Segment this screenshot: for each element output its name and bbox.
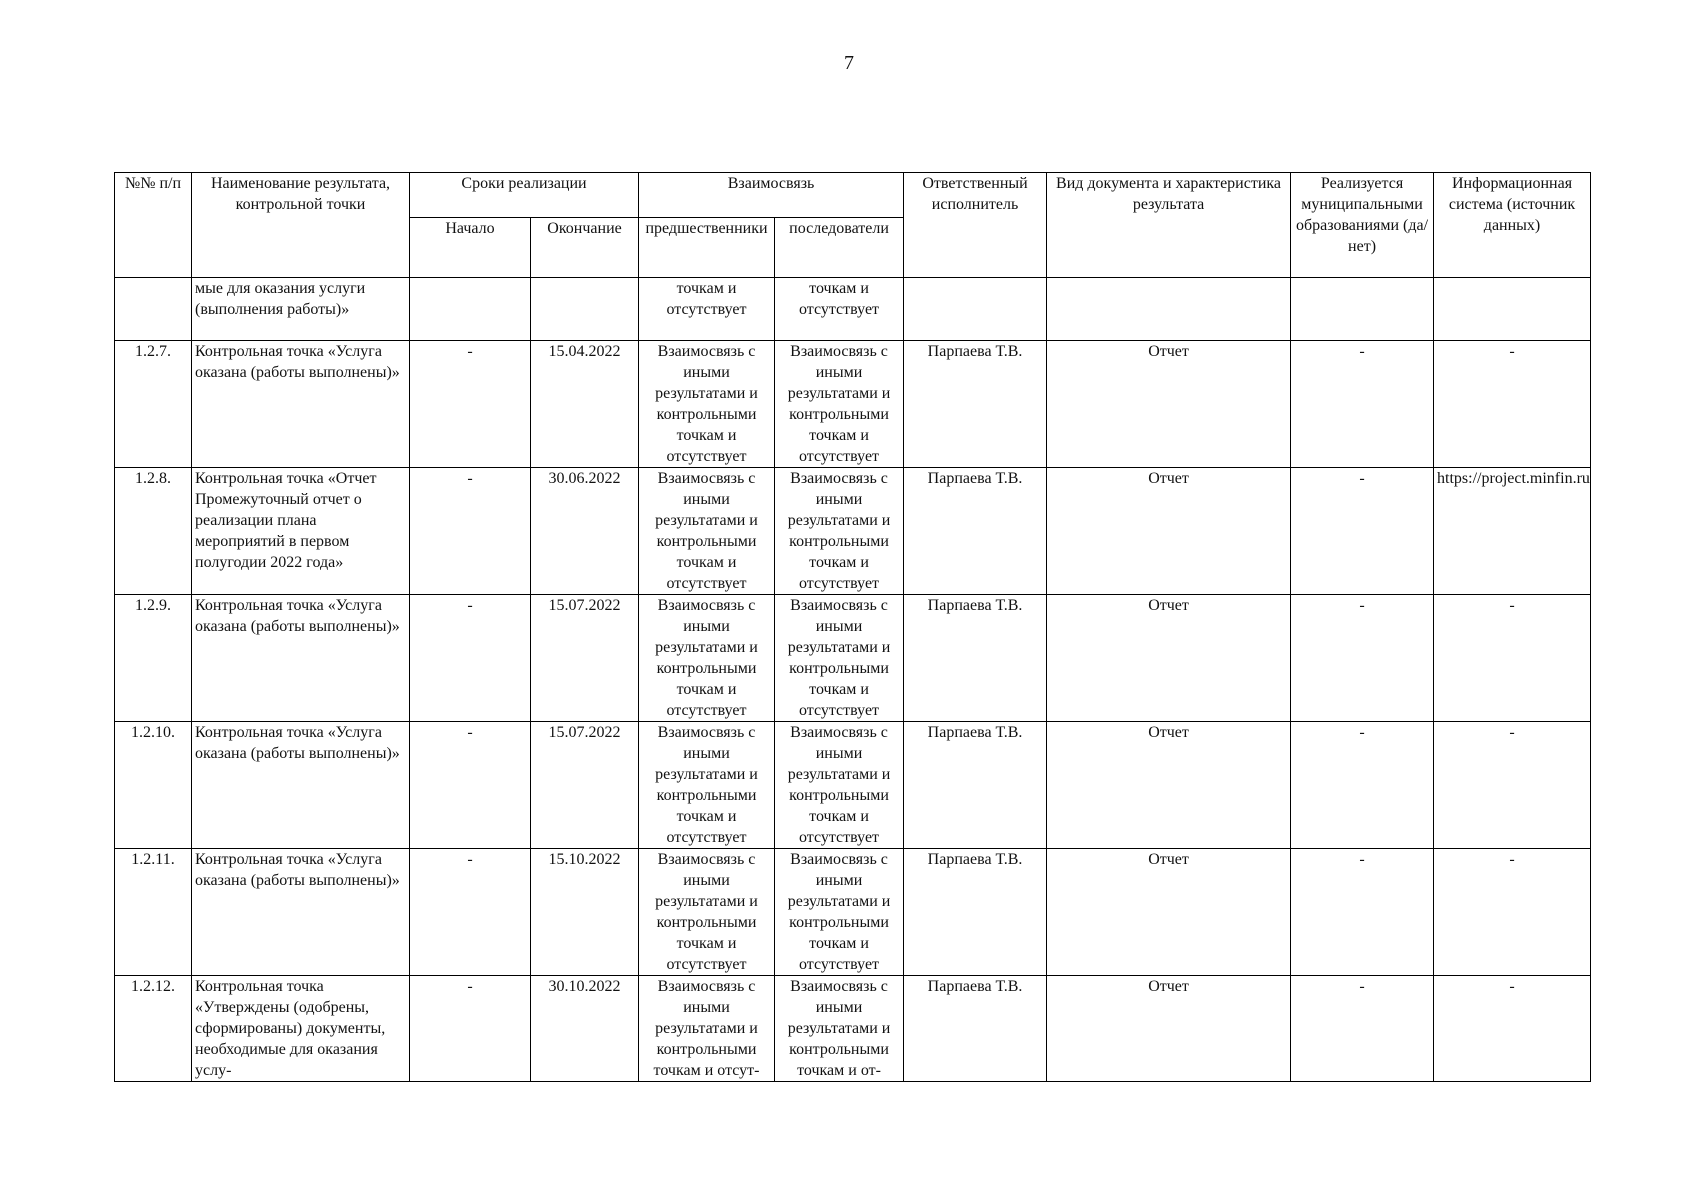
- header-end: Окончание: [531, 218, 639, 278]
- table-row: [115, 722, 1591, 849]
- cell-num: 1.2.12.: [115, 976, 192, 1082]
- cell-infosys: -: [1434, 341, 1591, 468]
- header-predecessors: предшественники: [639, 218, 775, 278]
- cell-num: 1.2.8.: [115, 468, 192, 595]
- cell-start: [410, 278, 531, 341]
- cell-predecessors: Взаимосвязь с иными результатами и контрольными точкам и отсут-: [639, 976, 775, 1082]
- cell-infosys: [1434, 278, 1591, 341]
- cell-predecessors: Взаимосвязь с иными результатами и контрольными точкам и отсутствует: [639, 595, 775, 722]
- cell-end: 15.07.2022: [531, 595, 639, 722]
- cell-infosys: https://project.minfin.ru: [1434, 468, 1591, 595]
- cell-num: 1.2.10.: [115, 722, 192, 849]
- cell-municipal: -: [1291, 849, 1434, 976]
- cell-name: Контрольная точка «Услуга оказана (работы выполнены)»: [192, 595, 410, 722]
- table-header: [115, 173, 1591, 278]
- cell-predecessors: Взаимосвязь с иными результатами и контрольными точкам и отсутствует: [639, 849, 775, 976]
- header-terms: Сроки реализации: [410, 173, 639, 218]
- cell-infosys: -: [1434, 722, 1591, 849]
- cell-end: 30.06.2022: [531, 468, 639, 595]
- cell-num: [115, 278, 192, 341]
- cell-doc: Отчет: [1047, 722, 1291, 849]
- cell-doc: Отчет: [1047, 468, 1291, 595]
- cell-name: мые для оказания услуги (выполнения работы)»: [192, 278, 410, 341]
- cell-predecessors: точкам и отсутствует: [639, 278, 775, 341]
- table-row: [115, 278, 1591, 341]
- table-row: [115, 595, 1591, 722]
- cell-predecessors: Взаимосвязь с иными результатами и контрольными точкам и отсутствует: [639, 722, 775, 849]
- cell-successors: Взаимосвязь с иными результатами и контрольными точкам и отсутствует: [775, 722, 904, 849]
- cell-predecessors: Взаимосвязь с иными результатами и контрольными точкам и отсутствует: [639, 468, 775, 595]
- cell-municipal: -: [1291, 976, 1434, 1082]
- cell-end: 30.10.2022: [531, 976, 639, 1082]
- header-relation: Взаимосвязь: [639, 173, 904, 218]
- cell-start: -: [410, 849, 531, 976]
- cell-start: -: [410, 595, 531, 722]
- header-name: Наименование результата, контрольной точки: [192, 173, 410, 278]
- cell-successors: Взаимосвязь с иными результатами и контрольными точкам и отсутствует: [775, 341, 904, 468]
- cell-successors: Взаимосвязь с иными результатами и контрольными точкам и от-: [775, 976, 904, 1082]
- cell-infosys: -: [1434, 595, 1591, 722]
- cell-successors: точкам и отсутствует: [775, 278, 904, 341]
- cell-municipal: -: [1291, 595, 1434, 722]
- results-table: [114, 172, 1591, 1082]
- cell-municipal: -: [1291, 341, 1434, 468]
- header-successors: последователи: [775, 218, 904, 278]
- cell-executor: Парпаева Т.В.: [904, 595, 1047, 722]
- cell-name: Контрольная точка «Услуга оказана (работы выполнены)»: [192, 722, 410, 849]
- cell-executor: Парпаева Т.В.: [904, 468, 1047, 595]
- header-num: №№ п/п: [115, 173, 192, 278]
- header-municipal: Реализуется муниципальными образованиями (да/нет): [1291, 173, 1434, 278]
- cell-successors: Взаимосвязь с иными результатами и контрольными точкам и отсутствует: [775, 468, 904, 595]
- cell-successors: Взаимосвязь с иными результатами и контрольными точкам и отсутствует: [775, 595, 904, 722]
- cell-municipal: -: [1291, 468, 1434, 595]
- cell-num: 1.2.11.: [115, 849, 192, 976]
- cell-executor: Парпаева Т.В.: [904, 976, 1047, 1082]
- cell-executor: Парпаева Т.В.: [904, 341, 1047, 468]
- cell-municipal: [1291, 278, 1434, 341]
- cell-successors: Взаимосвязь с иными результатами и контрольными точкам и отсутствует: [775, 849, 904, 976]
- page-number: 7: [844, 52, 854, 74]
- cell-municipal: -: [1291, 722, 1434, 849]
- cell-start: -: [410, 341, 531, 468]
- cell-doc: Отчет: [1047, 595, 1291, 722]
- cell-infosys: -: [1434, 976, 1591, 1082]
- cell-executor: [904, 278, 1047, 341]
- header-executor: Ответственный исполнитель: [904, 173, 1047, 278]
- cell-executor: Парпаева Т.В.: [904, 722, 1047, 849]
- cell-predecessors: Взаимосвязь с иными результатами и контрольными точкам и отсутствует: [639, 341, 775, 468]
- table-row: [115, 468, 1591, 595]
- table-row: [115, 341, 1591, 468]
- cell-num: 1.2.9.: [115, 595, 192, 722]
- cell-start: -: [410, 722, 531, 849]
- cell-end: 15.10.2022: [531, 849, 639, 976]
- cell-name: Контрольная точка «Отчет Промежуточный отчет о реализации плана мероприятий в первом полугодии 2022 года»: [192, 468, 410, 595]
- cell-name: Контрольная точка «Услуга оказана (работы выполнены)»: [192, 849, 410, 976]
- cell-executor: Парпаева Т.В.: [904, 849, 1047, 976]
- table-body: [115, 278, 1591, 1082]
- cell-end: 15.04.2022: [531, 341, 639, 468]
- header-doc: Вид документа и характеристика результата: [1047, 173, 1291, 278]
- cell-doc: Отчет: [1047, 849, 1291, 976]
- header-start: Начало: [410, 218, 531, 278]
- table-row: [115, 849, 1591, 976]
- cell-end: 15.07.2022: [531, 722, 639, 849]
- cell-start: -: [410, 468, 531, 595]
- header-infosys: Информационная система (источник данных): [1434, 173, 1591, 278]
- cell-num: 1.2.7.: [115, 341, 192, 468]
- cell-doc: Отчет: [1047, 341, 1291, 468]
- cell-doc: Отчет: [1047, 976, 1291, 1082]
- cell-name: Контрольная точка «Услуга оказана (работы выполнены)»: [192, 341, 410, 468]
- cell-name: Контрольная точка «Утверждены (одобрены, сформированы) документы, необходимые для оказания услу-: [192, 976, 410, 1082]
- cell-end: [531, 278, 639, 341]
- cell-infosys: -: [1434, 849, 1591, 976]
- table-row: [115, 976, 1591, 1082]
- cell-start: -: [410, 976, 531, 1082]
- cell-doc: [1047, 278, 1291, 341]
